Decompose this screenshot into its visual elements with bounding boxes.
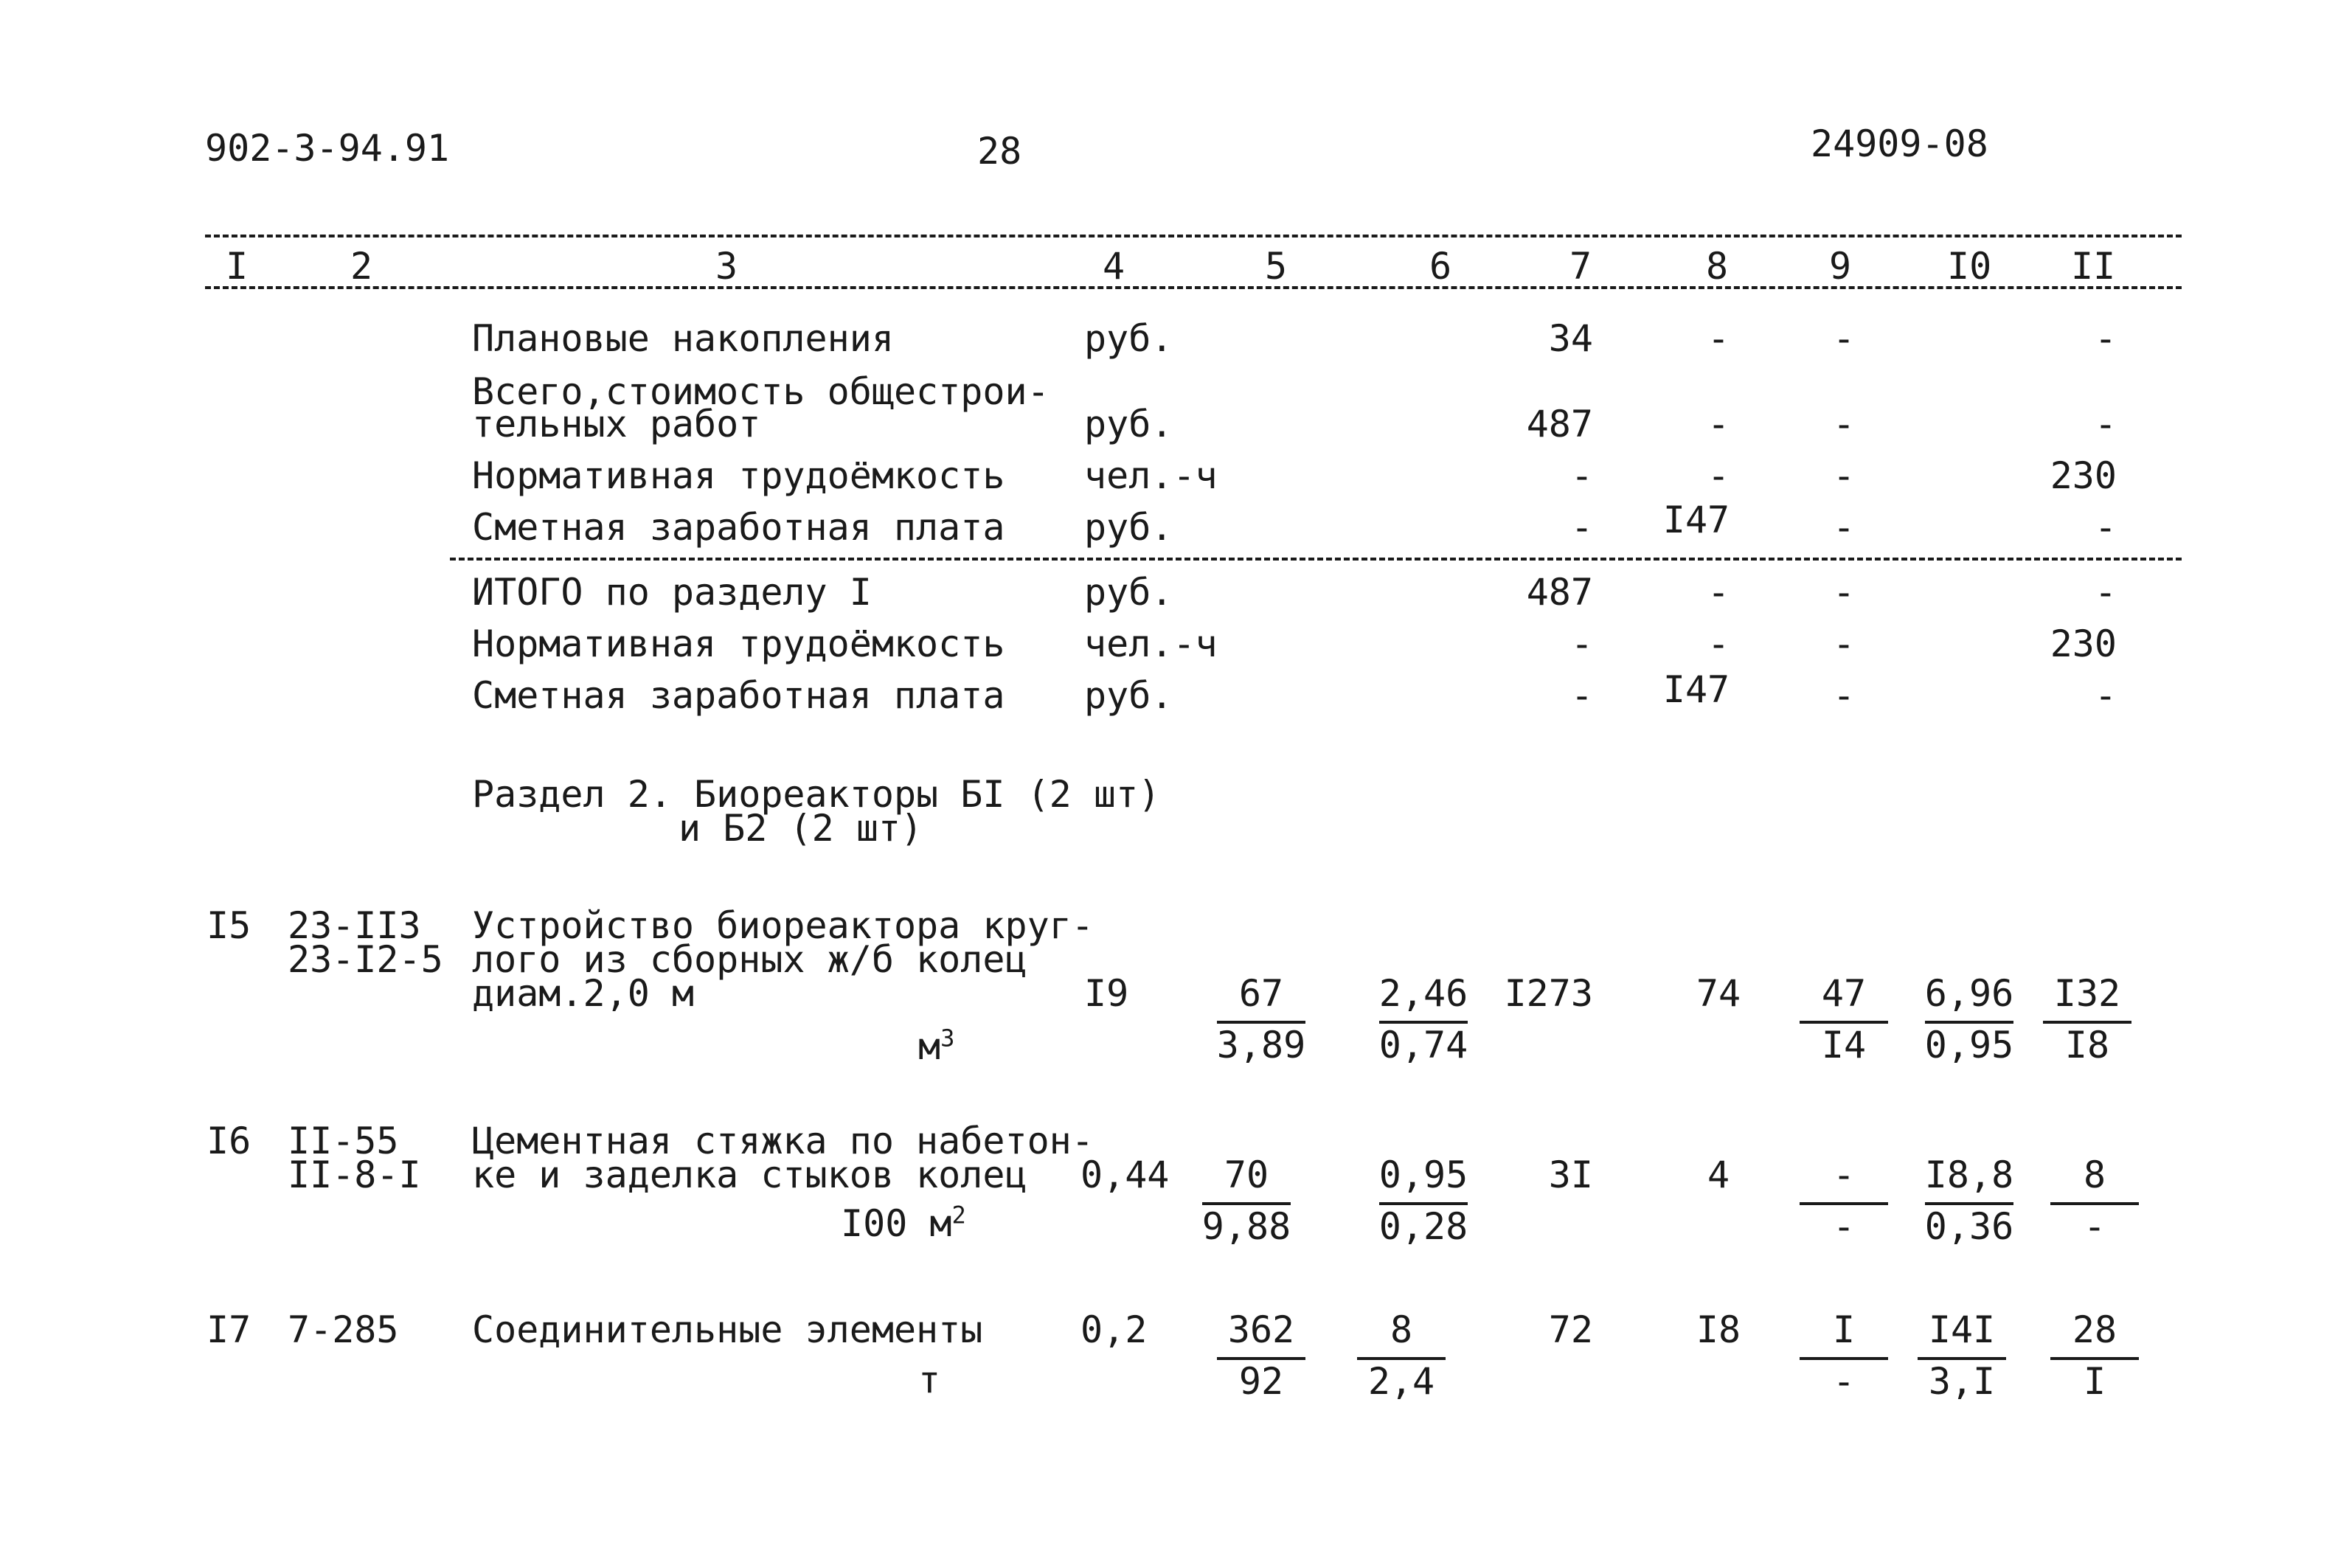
cell-col11: - bbox=[2094, 317, 2117, 360]
cell-col7: I273 bbox=[1504, 972, 1593, 1015]
cell-col9 bbox=[1792, 972, 1895, 1071]
cell-col10 bbox=[1918, 1156, 2021, 1252]
row-label: Сметная заработная плата bbox=[472, 674, 1005, 717]
item-number: I5 bbox=[207, 904, 251, 947]
cell-col9 bbox=[1792, 1308, 1895, 1407]
fraction-top: 28 bbox=[2072, 1308, 2117, 1351]
row-label: Нормативная трудоёмкость bbox=[472, 622, 1005, 665]
cell-col11 bbox=[2043, 1308, 2146, 1407]
document-code: 902-3-94.91 bbox=[205, 127, 450, 170]
item-description: диам.2,0 м bbox=[472, 972, 695, 1015]
fraction-bottom: 0,36 bbox=[1924, 1205, 2014, 1248]
item-unit bbox=[918, 1024, 955, 1068]
cell-col11: - bbox=[2094, 506, 2117, 549]
fraction-top: 2,46 bbox=[1378, 972, 1468, 1015]
row-unit: чел.-ч bbox=[1084, 622, 1218, 665]
cell-col8: I47 bbox=[1662, 499, 1730, 541]
cell-col9: - bbox=[1832, 674, 1856, 717]
row-label: Нормативная трудоёмкость bbox=[472, 454, 1005, 497]
item-code: 7-285 bbox=[288, 1308, 399, 1351]
cell-col7: - bbox=[1570, 622, 1593, 665]
fraction-top: 8 bbox=[2083, 1154, 2106, 1196]
row-unit: чел.-ч bbox=[1084, 454, 1218, 497]
cell-col9: - bbox=[1832, 622, 1856, 665]
cell-col6 bbox=[1372, 972, 1475, 1071]
column-header: 9 bbox=[1828, 245, 1852, 288]
fraction-top: 47 bbox=[1821, 972, 1867, 1015]
fraction-top: - bbox=[1832, 1154, 1856, 1196]
fraction-top: 362 bbox=[1227, 1308, 1295, 1351]
row-label: ИТОГО по разделу I bbox=[472, 571, 872, 614]
cell-col11 bbox=[2043, 1156, 2146, 1252]
item-description: Цементная стяжка по набетон- bbox=[472, 1120, 1094, 1162]
column-header: 2 bbox=[350, 245, 373, 288]
item-code: 23-I2-5 bbox=[288, 938, 443, 981]
fraction-bottom: - bbox=[2083, 1205, 2106, 1248]
cell-col7: 72 bbox=[1548, 1308, 1593, 1351]
column-header: 6 bbox=[1429, 245, 1452, 288]
fraction-bottom: I bbox=[2083, 1360, 2106, 1403]
cell-col10 bbox=[1910, 1308, 2013, 1407]
cell-col8: - bbox=[1707, 403, 1730, 445]
fraction-top: 0,95 bbox=[1378, 1154, 1468, 1196]
cell-col7: 3I bbox=[1548, 1154, 1593, 1196]
fraction-bottom: 0,74 bbox=[1378, 1024, 1468, 1066]
cell-col9 bbox=[1792, 1156, 1895, 1252]
item-code: II-55 bbox=[288, 1120, 399, 1162]
row-label: Сметная заработная плата bbox=[472, 506, 1005, 549]
fraction-bottom: 2,4 bbox=[1367, 1360, 1435, 1403]
cell-col8: - bbox=[1707, 317, 1730, 360]
fraction-top: I32 bbox=[2053, 972, 2121, 1015]
column-header: 7 bbox=[1569, 245, 1592, 288]
cell-col9: - bbox=[1832, 571, 1856, 614]
cell-col5 bbox=[1210, 972, 1313, 1071]
fraction-bottom: 3,89 bbox=[1216, 1024, 1306, 1066]
cell-col8: 4 bbox=[1707, 1154, 1730, 1196]
cell-col7: - bbox=[1570, 454, 1593, 497]
cell-col8: 74 bbox=[1696, 972, 1741, 1015]
cell-col9: - bbox=[1832, 403, 1856, 445]
column-header: 3 bbox=[715, 245, 738, 288]
row-unit: руб. bbox=[1084, 571, 1173, 614]
cell-col10 bbox=[1918, 972, 2021, 1071]
row-unit: руб. bbox=[1084, 674, 1173, 717]
column-header: 8 bbox=[1705, 245, 1729, 288]
fraction-bottom: 0,95 bbox=[1924, 1024, 2014, 1066]
cell-col6 bbox=[1372, 1156, 1475, 1252]
column-header: 4 bbox=[1102, 245, 1125, 288]
cell-col11: - bbox=[2094, 571, 2117, 614]
cell-col11 bbox=[2036, 972, 2139, 1071]
fraction-top: I4I bbox=[1928, 1308, 1996, 1351]
row-unit: руб. bbox=[1084, 403, 1173, 445]
cell-col7: - bbox=[1570, 506, 1593, 549]
fraction-top: I bbox=[1832, 1308, 1856, 1351]
cell-col8: - bbox=[1707, 571, 1730, 614]
cell-col9: - bbox=[1832, 454, 1856, 497]
cell-col11: 230 bbox=[2050, 622, 2117, 665]
item-quantity: I9 bbox=[1084, 972, 1129, 1015]
fraction-bottom: 3,I bbox=[1928, 1360, 1996, 1403]
cell-col8: I47 bbox=[1662, 668, 1730, 711]
item-description: ке и заделка стыков колец bbox=[472, 1154, 1027, 1196]
cell-col11: - bbox=[2094, 403, 2117, 445]
cell-col11: 230 bbox=[2050, 454, 2117, 497]
item-unit bbox=[841, 1201, 966, 1245]
fraction-top: 70 bbox=[1224, 1154, 1269, 1196]
item-quantity: 0,2 bbox=[1080, 1308, 1148, 1351]
row-unit: руб. bbox=[1084, 506, 1173, 549]
cell-col7: - bbox=[1570, 674, 1593, 717]
column-header: 5 bbox=[1264, 245, 1288, 288]
cell-col8: I8 bbox=[1696, 1308, 1741, 1351]
column-header: II bbox=[2071, 245, 2116, 288]
fraction-bottom: 9,88 bbox=[1201, 1205, 1291, 1248]
total-separator-rule bbox=[450, 558, 2182, 561]
cell-col5 bbox=[1210, 1308, 1313, 1407]
item-number: I6 bbox=[207, 1120, 251, 1162]
item-unit: т bbox=[918, 1359, 941, 1401]
cell-col7: 34 bbox=[1548, 317, 1593, 360]
section-title: Раздел 2. Биореакторы БI (2 шт) bbox=[472, 773, 1161, 816]
unit-base: I00 м bbox=[841, 1202, 952, 1245]
cell-col7: 487 bbox=[1526, 571, 1593, 614]
fraction-bottom: I4 bbox=[1821, 1024, 1867, 1066]
cell-col7: 487 bbox=[1526, 403, 1593, 445]
header-bottom-rule bbox=[205, 286, 2182, 289]
column-header: I0 bbox=[1947, 245, 1992, 288]
fraction-bottom: 0,28 bbox=[1378, 1205, 1468, 1248]
cell-col9: - bbox=[1832, 317, 1856, 360]
cell-col8: - bbox=[1707, 622, 1730, 665]
item-quantity: 0,44 bbox=[1080, 1154, 1170, 1196]
unit-exponent: 3 bbox=[940, 1024, 955, 1052]
row-label: Всего,стоимость общестрои- bbox=[472, 370, 1050, 413]
item-code: II-8-I bbox=[288, 1154, 421, 1196]
section-title-continued: и Б2 (2 шт) bbox=[679, 807, 923, 850]
column-header: I bbox=[225, 245, 249, 288]
unit-base: м bbox=[918, 1025, 941, 1068]
cell-col5 bbox=[1195, 1156, 1298, 1252]
cell-col8: - bbox=[1707, 454, 1730, 497]
cell-col9: - bbox=[1832, 506, 1856, 549]
unit-exponent: 2 bbox=[951, 1201, 966, 1229]
fraction-bottom: - bbox=[1832, 1360, 1856, 1403]
fraction-bottom: I8 bbox=[2064, 1024, 2110, 1066]
fraction-bottom: 92 bbox=[1238, 1360, 1284, 1403]
item-description: Устройство биореактора круг- bbox=[472, 904, 1094, 947]
cell-col11: - bbox=[2094, 674, 2117, 717]
fraction-bottom: - bbox=[1832, 1205, 1856, 1248]
header-top-rule bbox=[205, 235, 2182, 237]
row-label: Плановые накопления bbox=[472, 317, 894, 360]
item-number: I7 bbox=[207, 1308, 251, 1351]
fraction-top: 67 bbox=[1238, 972, 1284, 1015]
item-description: Соединительные элементы bbox=[472, 1308, 983, 1351]
fraction-top: 8 bbox=[1390, 1308, 1413, 1351]
fraction-top: 6,96 bbox=[1924, 972, 2014, 1015]
fraction-top: I8,8 bbox=[1924, 1154, 2014, 1196]
row-label: тельных работ bbox=[472, 403, 761, 445]
item-description: лого из сборных ж/б колец bbox=[472, 938, 1027, 981]
cell-col6 bbox=[1350, 1308, 1453, 1407]
item-code: 23-II3 bbox=[288, 904, 421, 947]
row-unit: руб. bbox=[1084, 317, 1173, 360]
page-number: 28 bbox=[977, 130, 1022, 173]
registry-number: 24909-08 bbox=[1811, 122, 1988, 165]
